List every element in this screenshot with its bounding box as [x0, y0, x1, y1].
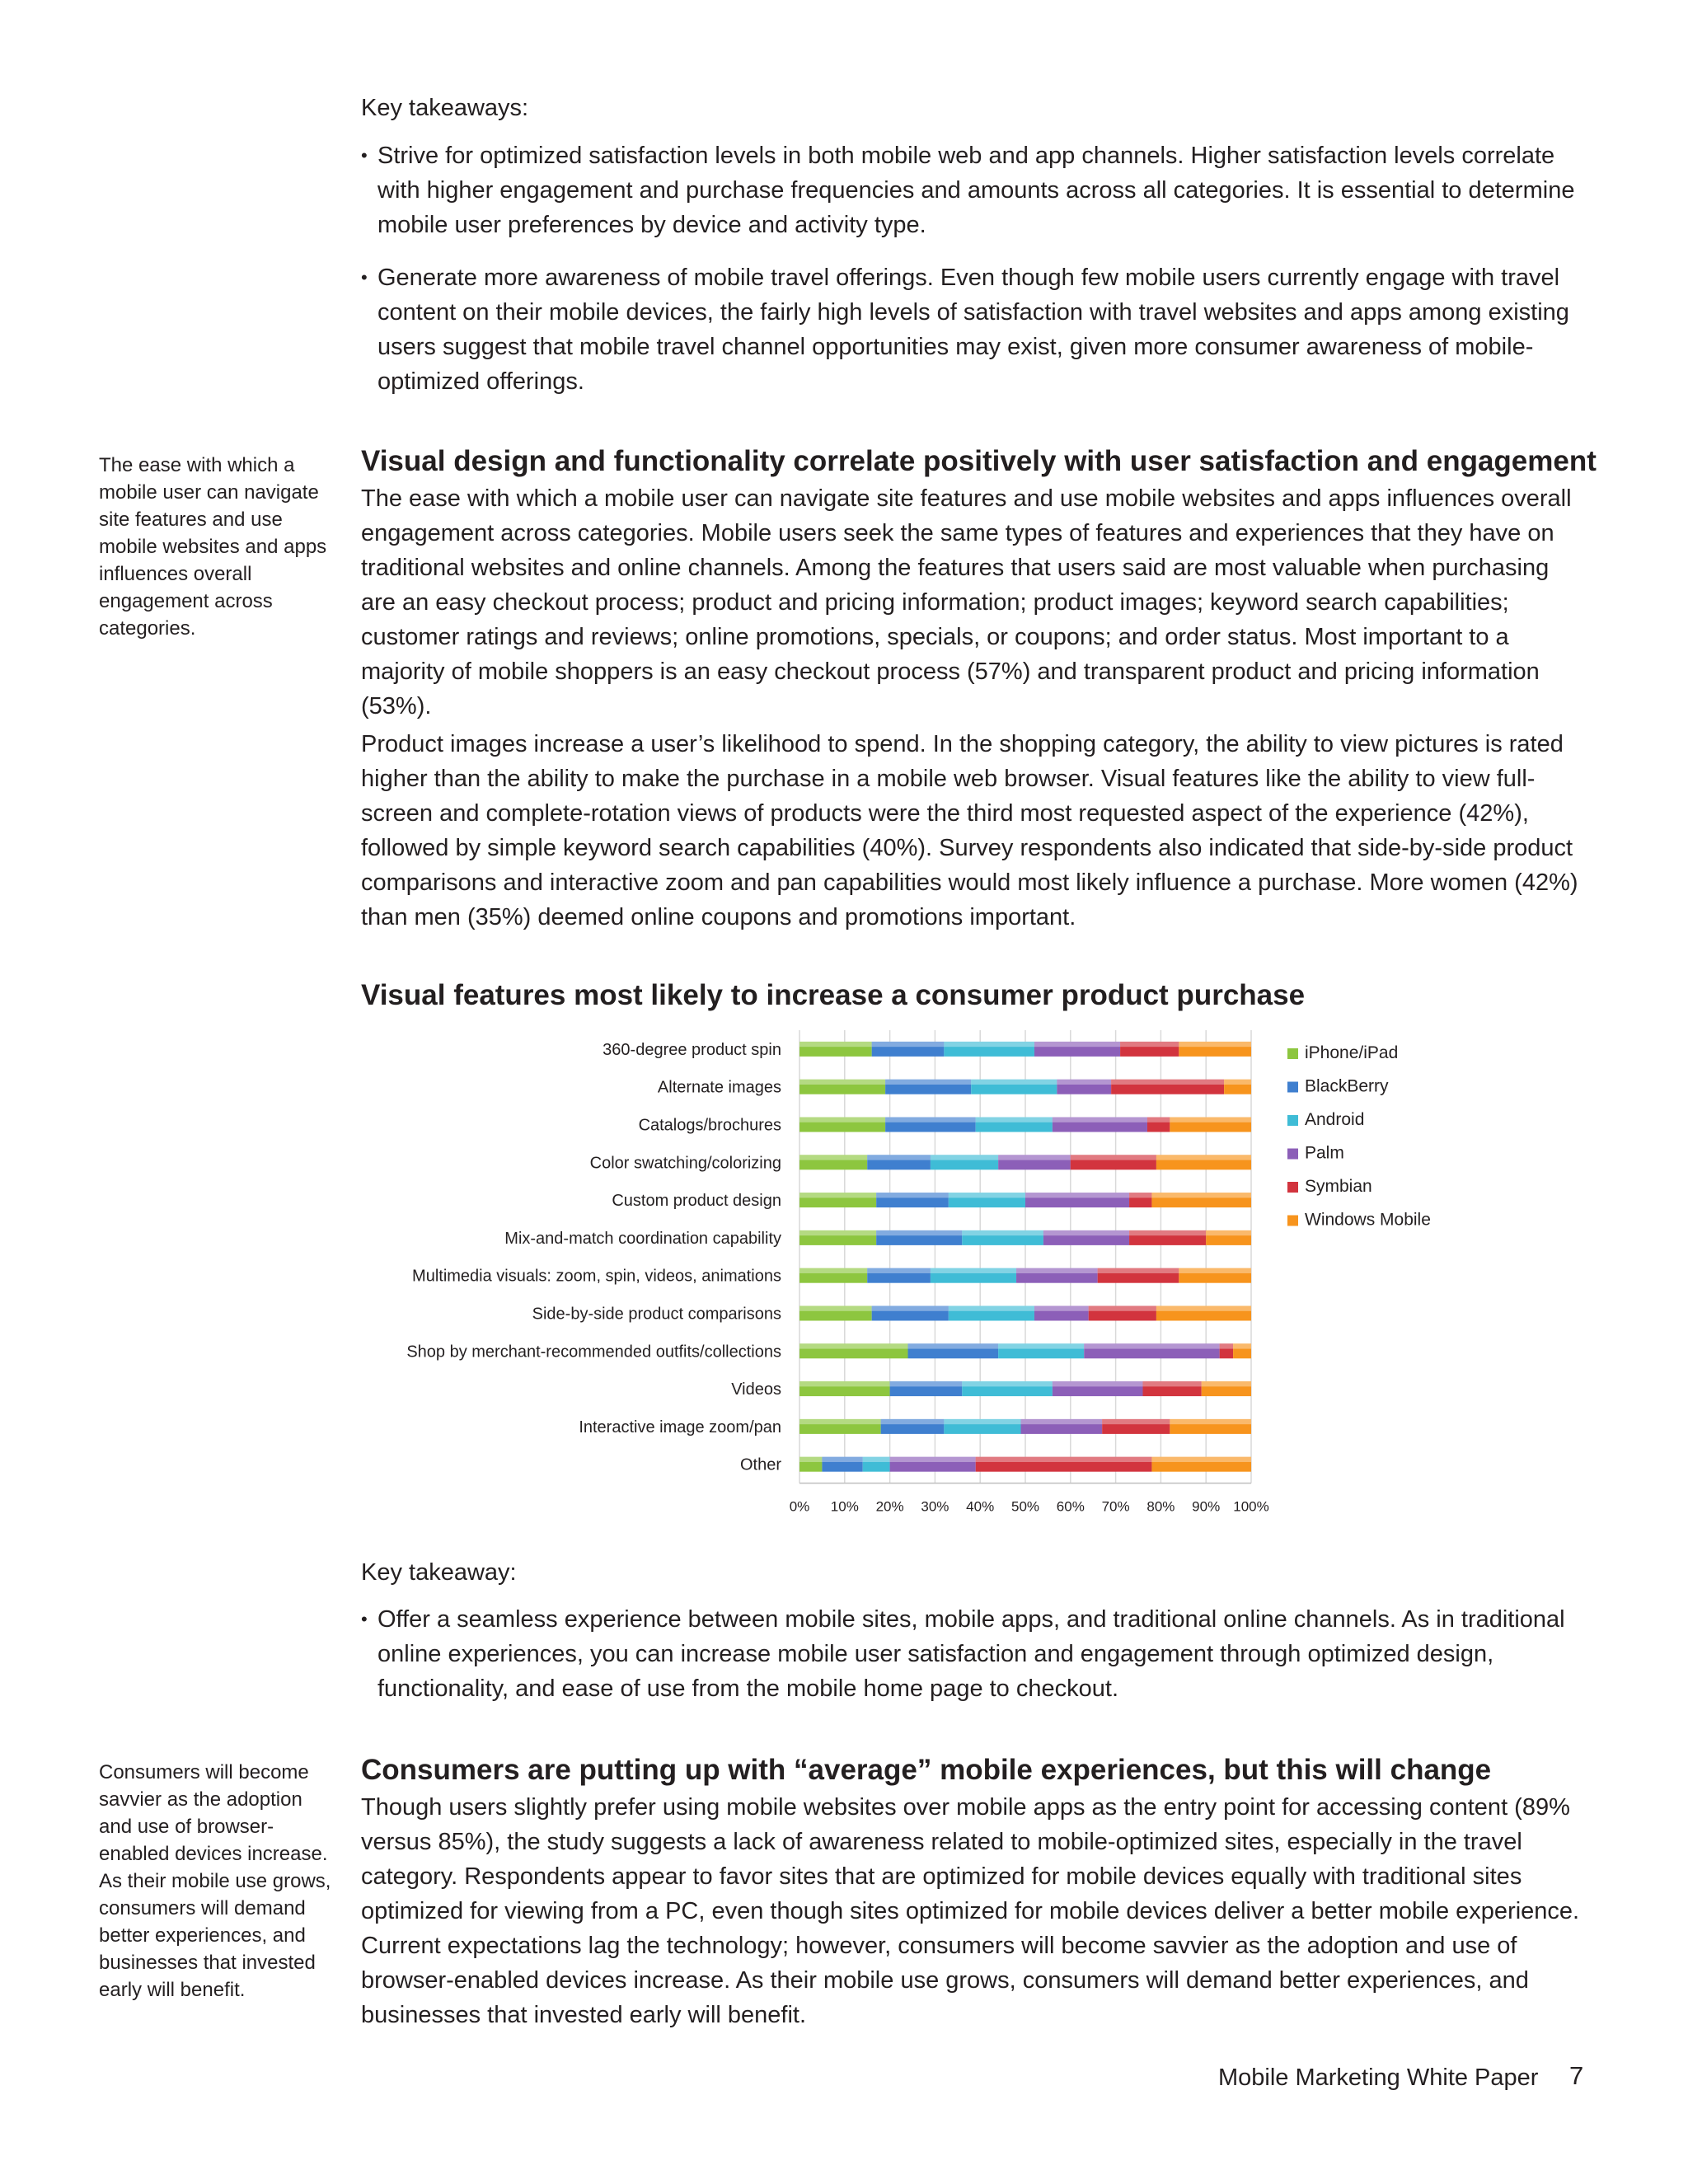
legend-label: Symbian: [1305, 1177, 1372, 1196]
takeaway-item: • Strive for optimized satisfaction levels in both mobile web and app channels. Higher satisfaction levels correlate with higher engagement and purchase frequencies and amounts across all categories. It is essential to determine mobile user preferences by device and activity type.: [361, 138, 1589, 242]
bar-segment-highlight: [1057, 1080, 1111, 1085]
bar-segment-highlight: [1071, 1155, 1156, 1160]
section-heading-visual-design: Visual design and functionality correlate positively with user satisfaction and engagement: [361, 445, 1597, 477]
bar-segment-highlight: [799, 1118, 885, 1122]
key-takeaways-list: [361, 138, 1589, 417]
bar-segment-highlight: [799, 1155, 867, 1160]
bar-segment-highlight: [1102, 1419, 1170, 1424]
bar-segment-highlight: [876, 1193, 949, 1197]
bar-segment-highlight: [976, 1118, 1053, 1122]
key-takeaway-list: [361, 1602, 1589, 1724]
category-label: Alternate images: [657, 1078, 781, 1097]
bar-segment-highlight: [1220, 1343, 1233, 1348]
category-label: Custom product design: [612, 1192, 781, 1211]
category-label: Other: [739, 1455, 781, 1474]
bar-segment-highlight: [799, 1419, 881, 1424]
x-tick-label: 20%: [875, 1498, 904, 1515]
bar-segment-highlight: [799, 1306, 872, 1311]
legend-label: Android: [1305, 1110, 1365, 1129]
paragraph-features: The ease with which a mobile user can navigate site features and use mobile websites and apps influences overall engagement across categories. Mobile users seek the same types of features and experiences that they have on traditional websites and online channels. Among the features that users said are most valuable when purchasing are an easy checkout process; product and pricing information; product images; keyword search capabilities; customer ratings and reviews; online promotions, specials, or coupons; and order status. Most important to a majority of mobile shoppers is an easy checkout process (57%) and transparent product and pricing information (53%).: [361, 485, 1572, 719]
bar-segment-highlight: [799, 1457, 822, 1462]
bar-segment-highlight: [998, 1155, 1071, 1160]
bar-segment-highlight: [863, 1457, 890, 1462]
bar-segment-highlight: [1170, 1419, 1251, 1424]
legend-label: BlackBerry: [1305, 1076, 1389, 1096]
legend-label: Windows Mobile: [1305, 1210, 1431, 1230]
x-tick-label: 30%: [921, 1498, 950, 1515]
chart-title: Visual features most likely to increase a consumer product purchase: [361, 979, 1306, 1011]
bar-segment-highlight: [1156, 1306, 1251, 1311]
legend-swatch: [1287, 1048, 1298, 1059]
x-tick-label: 0%: [789, 1498, 810, 1515]
bar-segment-highlight: [1151, 1457, 1251, 1462]
legend-swatch: [1287, 1216, 1298, 1226]
bar-segment-highlight: [908, 1343, 999, 1348]
bar-segment-highlight: [872, 1306, 949, 1311]
legend-label: iPhone/iPad: [1305, 1043, 1399, 1062]
sidebar-note-navigation: The ease with which a mobile user can navigate site features and use mobile websites and apps influences overall engagement across categories.: [99, 454, 327, 640]
bar-segment-highlight: [944, 1419, 1020, 1424]
bar-segment-highlight: [1034, 1306, 1089, 1311]
paragraph-product-images: Product images increase a user’s likelihood to spend. In the shopping category, the ability to view pictures is rated higher than the ability to make the purchase in a mobile web browser. Visual features like the ability to view full-screen and complete-rotation views of products were the third most requested aspect of the experience (42%), followed by simple keyword search capabilities (40%). Survey respondents also indicated that side-by-side product comparisons and interactive zoom and pan capabilities would most likely influence a purchase. More women (42%) than men (35%) deemed online coupons and promotions important.: [361, 731, 1578, 930]
bar-segment-highlight: [867, 1268, 931, 1273]
x-tick-label: 50%: [1010, 1498, 1040, 1515]
bar-segment-highlight: [1179, 1042, 1251, 1047]
category-label: 360-degree product spin: [603, 1040, 781, 1059]
bar-segment-highlight: [1053, 1381, 1143, 1386]
category-label: Color swatching/colorizing: [589, 1154, 781, 1173]
category-label: Shop by merchant-recommended outfits/collections: [406, 1343, 781, 1361]
bar-segment-highlight: [822, 1457, 862, 1462]
x-tick-label: 80%: [1146, 1498, 1175, 1515]
bar-segment-highlight: [931, 1268, 1016, 1273]
legend-swatch: [1287, 1115, 1298, 1126]
bar-segment-highlight: [1202, 1381, 1251, 1386]
bar-segment-highlight: [1043, 1230, 1129, 1235]
bar-segment-highlight: [1034, 1042, 1120, 1047]
bar-segment-highlight: [1021, 1419, 1103, 1424]
bar-segment-highlight: [1129, 1230, 1206, 1235]
bar-segment-highlight: [881, 1419, 945, 1424]
bar-segment-highlight: [867, 1155, 931, 1160]
bar-segment-highlight: [1170, 1118, 1251, 1122]
bar-segment-highlight: [799, 1042, 872, 1047]
bar-segment-highlight: [1129, 1193, 1151, 1197]
bar-segment-highlight: [949, 1193, 1025, 1197]
bar-segment-highlight: [998, 1343, 1084, 1348]
x-tick-label: 100%: [1233, 1498, 1269, 1515]
paragraph-consumers: Though users slightly prefer using mobile websites over mobile apps as the entry point for accessing content (89% versus 85%), the study suggests a lack of awareness related to mobile-optimized sites, especially in the travel category. Respondents appear to favor sites that are optimized for mobile devices equally with traditional sites optimized for viewing from a PC, even though sites optimized for mobile devices deliver a better mobile experience. Current expectations lag the technology; however, consumers will become savvier as the adoption and use of browser-enabled devices increase. As their mobile use grows, consumers will demand better experiences, and businesses that invested early will benefit.: [361, 1794, 1580, 2028]
section-heading-average-experiences: Consumers are putting up with “average” mobile experiences, but this will change: [361, 1754, 1492, 1786]
bar-segment-highlight: [962, 1230, 1043, 1235]
bar-segment-highlight: [799, 1343, 908, 1348]
bar-segment-highlight: [799, 1381, 890, 1386]
bar-segment-highlight: [1224, 1080, 1251, 1085]
bar-segment-highlight: [885, 1080, 971, 1085]
sidebar-note-consumers: Consumers will become savvier as the adoption and use of browser-enabled devices increase. As their mobile use grows, consumers will demand better experiences, and businesses that invested early will benefit.: [99, 1761, 331, 2001]
bar-segment-highlight: [1206, 1230, 1251, 1235]
bar-segment-highlight: [962, 1381, 1053, 1386]
bar-segment-highlight: [1053, 1118, 1147, 1122]
bar-segment-highlight: [931, 1155, 998, 1160]
bar-segment-highlight: [799, 1230, 876, 1235]
key-takeaway-label: Key takeaway:: [361, 1559, 517, 1586]
legend-swatch: [1287, 1082, 1298, 1093]
legend-swatch: [1287, 1149, 1298, 1160]
bar-segment-highlight: [872, 1042, 945, 1047]
bar-segment-highlight: [1111, 1080, 1224, 1085]
bar-segment-highlight: [971, 1080, 1057, 1085]
page-number: 7: [1569, 2061, 1584, 2090]
legend-label: Palm: [1305, 1143, 1344, 1163]
legend-swatch: [1287, 1182, 1298, 1193]
bar-segment-highlight: [1025, 1193, 1129, 1197]
category-label: Multimedia visuals: zoom, spin, videos, animations: [412, 1267, 781, 1286]
bar-segment-highlight: [949, 1306, 1034, 1311]
bar-segment-highlight: [1016, 1268, 1098, 1273]
bar-segment-highlight: [1142, 1381, 1201, 1386]
takeaway-item: • Generate more awareness of mobile travel offerings. Even though few mobile users currently engage with travel content on their mobile devices, the fairly high levels of satisfaction with travel websites and apps among existing users suggest that mobile travel channel opportunities may exist, given more consumer awareness of mobile-optimized offerings.: [361, 260, 1589, 399]
category-label: Mix-and-match coordination capability: [504, 1229, 781, 1248]
x-tick-label: 90%: [1192, 1498, 1221, 1515]
category-label: Side-by-side product comparisons: [532, 1305, 781, 1324]
bar-segment-highlight: [885, 1118, 976, 1122]
footer-title: Mobile Marketing White Paper: [1218, 2064, 1539, 2091]
bar-segment-highlight: [890, 1457, 976, 1462]
bar-segment-highlight: [890, 1381, 963, 1386]
bar-segment-highlight: [799, 1268, 867, 1273]
category-label: Catalogs/brochures: [638, 1116, 781, 1135]
bar-segment-highlight: [944, 1042, 1034, 1047]
takeaway-item: • Offer a seamless experience between mobile sites, mobile apps, and traditional online channels. As in traditional online experiences, you can increase mobile user satisfaction and engagement through optimized design, functionality, and ease of use from the mobile home page to checkout.: [361, 1602, 1589, 1706]
bar-segment-highlight: [1089, 1306, 1156, 1311]
bar-segment-highlight: [1084, 1343, 1219, 1348]
category-label: Videos: [731, 1380, 781, 1399]
bar-segment-highlight: [1151, 1193, 1251, 1197]
x-tick-label: 70%: [1101, 1498, 1130, 1515]
bar-segment-highlight: [976, 1457, 1152, 1462]
bar-segment-highlight: [1156, 1155, 1251, 1160]
bar-segment-highlight: [1120, 1042, 1179, 1047]
category-label: Interactive image zoom/pan: [579, 1418, 781, 1436]
bar-segment-highlight: [1098, 1268, 1179, 1273]
bar-segment-highlight: [799, 1080, 885, 1085]
bar-segment-highlight: [1147, 1118, 1170, 1122]
bar-segment-highlight: [799, 1193, 876, 1197]
bar-segment-highlight: [876, 1230, 962, 1235]
bar-segment-highlight: [1179, 1268, 1251, 1273]
bar-segment-highlight: [1233, 1343, 1251, 1348]
x-tick-label: 10%: [830, 1498, 859, 1515]
stacked-bar-chart: [361, 1030, 1465, 1533]
x-tick-label: 60%: [1056, 1498, 1085, 1515]
x-tick-label: 40%: [966, 1498, 995, 1515]
key-takeaways-label: Key takeaways:: [361, 95, 529, 121]
